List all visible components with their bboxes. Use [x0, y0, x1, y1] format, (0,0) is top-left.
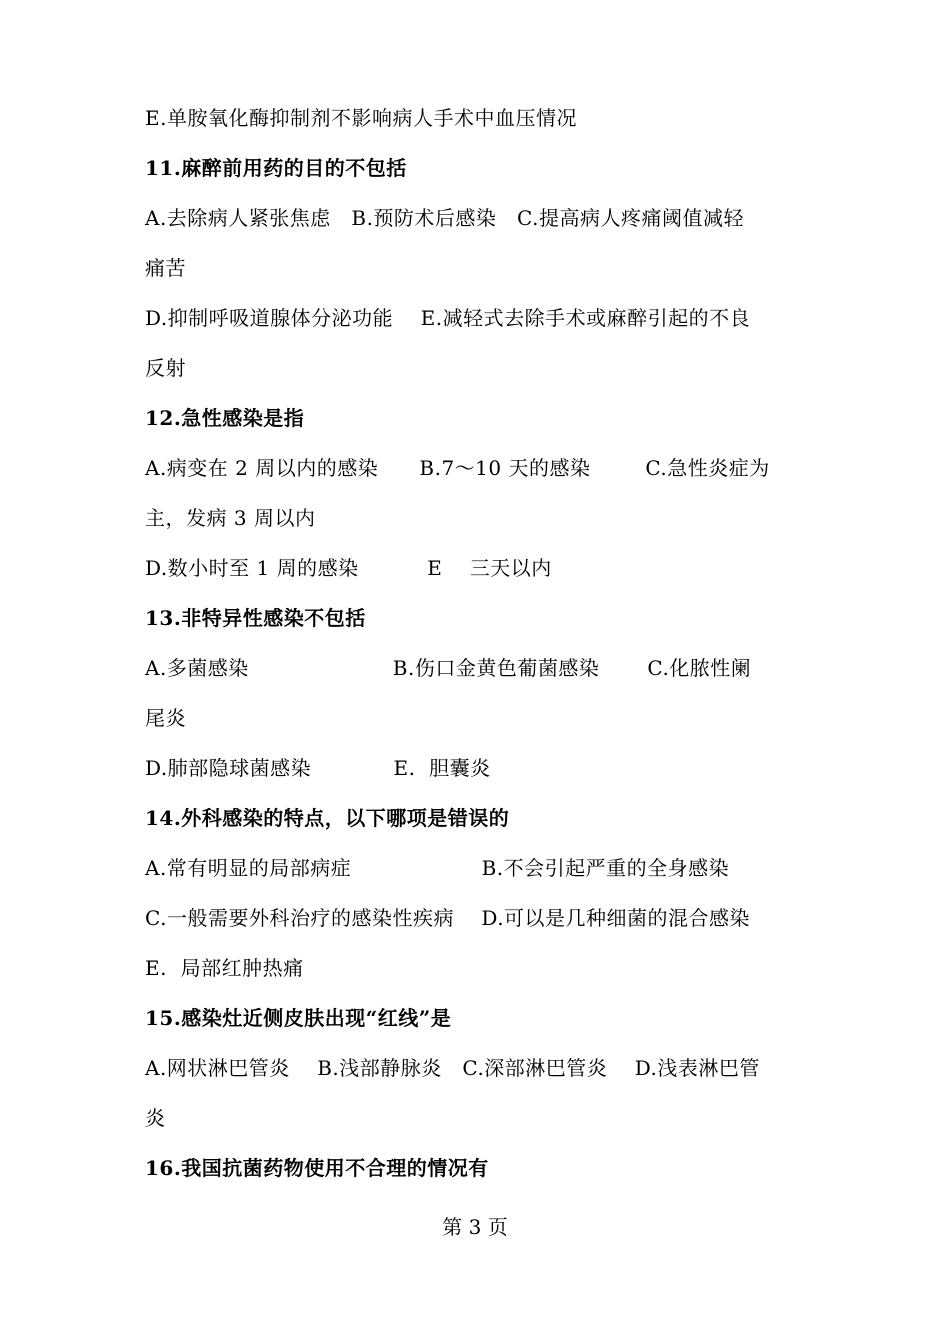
options-q12-line3: D.数小时至 1 周的感染 E 三天以内 [145, 556, 552, 580]
question-15: 15.感染灶近侧皮肤出现“红线”是 [145, 1006, 452, 1030]
options-q14-line1: A.常有明显的局部病症 B.不会引起严重的全身感染 [145, 856, 730, 880]
options-q14-line2: C.一般需要外科治疗的感染性疾病 D.可以是几种细菌的混合感染 [145, 906, 751, 930]
options-q15-line2: 炎 [145, 1106, 166, 1130]
question-14: 14.外科感染的特点，以下哪项是错误的 [145, 806, 510, 830]
options-q13-line2: 尾炎 [145, 706, 186, 730]
options-q14-line3: E. 局部红肿热痛 [145, 956, 304, 980]
options-q11-line4: 反射 [145, 356, 186, 380]
options-q12-line2: 主，发病 3 周以内 [145, 506, 316, 530]
options-q11-line2: 痛苦 [145, 256, 186, 280]
page-number: 第 3 页 [442, 1215, 508, 1239]
options-q15-line1: A.网状淋巴管炎 B.浅部静脉炎 C.深部淋巴管炎 D.浅表淋巴管 [145, 1056, 760, 1080]
options-q13-line1: A.多菌感染 B.伤口金黄色葡菌感染 C.化脓性阑 [145, 656, 752, 680]
question-16: 16.我国抗菌药物使用不合理的情况有 [145, 1156, 489, 1180]
options-q11-line3: D.抑制呼吸道腺体分泌功能 E.减轻式去除手术或麻醉引起的不良 [145, 306, 751, 330]
question-11: 11.麻醉前用药的目的不包括 [145, 156, 407, 180]
options-q11-line1: A.去除病人紧张焦虑 B.预防术后感染 C.提高病人疼痛阈值减轻 [145, 206, 744, 230]
question-12: 12.急性感染是指 [145, 406, 305, 430]
option-e-q10: E.单胺氧化酶抑制剂不影响病人手术中血压情况 [145, 106, 577, 130]
options-q13-line3: D.肺部隐球菌感染 E. 胆囊炎 [145, 756, 491, 780]
question-13: 13.非特异性感染不包括 [145, 606, 366, 630]
options-q12-line1: A.病变在 2 周以内的感染 B.7～10 天的感染 C.急性炎症为 [145, 456, 770, 480]
